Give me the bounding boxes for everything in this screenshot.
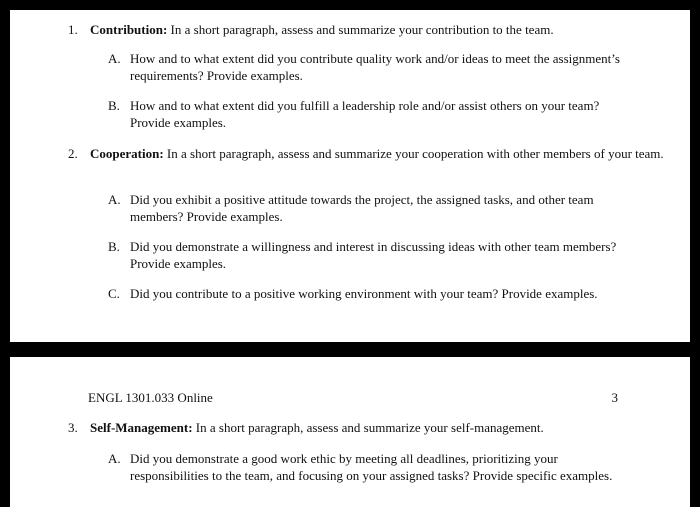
- question-text: In a short paragraph, assess and summarize your contribution to the team.: [170, 22, 554, 37]
- question-number: 1.: [68, 22, 78, 37]
- item-text: Did you exhibit a positive attitude towards the project, the assigned tasks, and other team members? Provide examples.: [130, 192, 594, 224]
- question-title: Cooperation:: [90, 146, 164, 161]
- question-cooperation: [68, 146, 668, 162]
- list-item: [108, 285, 638, 302]
- running-header: [88, 390, 618, 406]
- list-item: [108, 191, 638, 225]
- item-letter: B.: [108, 239, 120, 254]
- item-letter: B.: [108, 98, 120, 113]
- list-item: [108, 50, 638, 84]
- question-text: In a short paragraph, assess and summarize your self-management.: [195, 420, 544, 435]
- item-letter: A.: [108, 192, 121, 207]
- item-text: Did you demonstrate a good work ethic by meeting all deadlines, prioritizing your responsibilities to the team, and focusing on your assigned tasks? Provide specific examples.: [130, 451, 613, 483]
- item-text: How and to what extent did you fulfill a leadership role and/or assist others on your team? Provide examples.: [130, 98, 600, 130]
- item-letter: A.: [108, 451, 121, 466]
- list-item: [108, 450, 638, 484]
- question-title: Self-Management:: [90, 420, 193, 435]
- item-text: Did you demonstrate a willingness and interest in discussing ideas with other team members? Provide examples.: [130, 239, 617, 271]
- course-title: ENGL 1301.033 Online: [88, 390, 213, 405]
- question-number: 2.: [68, 146, 78, 161]
- document-page-2: [10, 357, 690, 507]
- question-self-management: [68, 420, 668, 436]
- question-title: Contribution:: [90, 22, 168, 37]
- page-number: 3: [611, 390, 618, 405]
- list-item: [108, 97, 638, 131]
- question-contribution: [68, 22, 668, 38]
- document-page-1: [10, 10, 690, 342]
- item-letter: C.: [108, 286, 120, 301]
- item-text: How and to what extent did you contribute quality work and/or ideas to meet the assignment’s requirements? Provide examples.: [130, 51, 620, 83]
- question-text: In a short paragraph, assess and summarize your cooperation with other members of your team.: [166, 146, 664, 161]
- item-text: Did you contribute to a positive working environment with your team? Provide examples.: [130, 286, 598, 301]
- list-item: [108, 238, 638, 272]
- question-number: 3.: [68, 420, 78, 435]
- item-letter: A.: [108, 51, 121, 66]
